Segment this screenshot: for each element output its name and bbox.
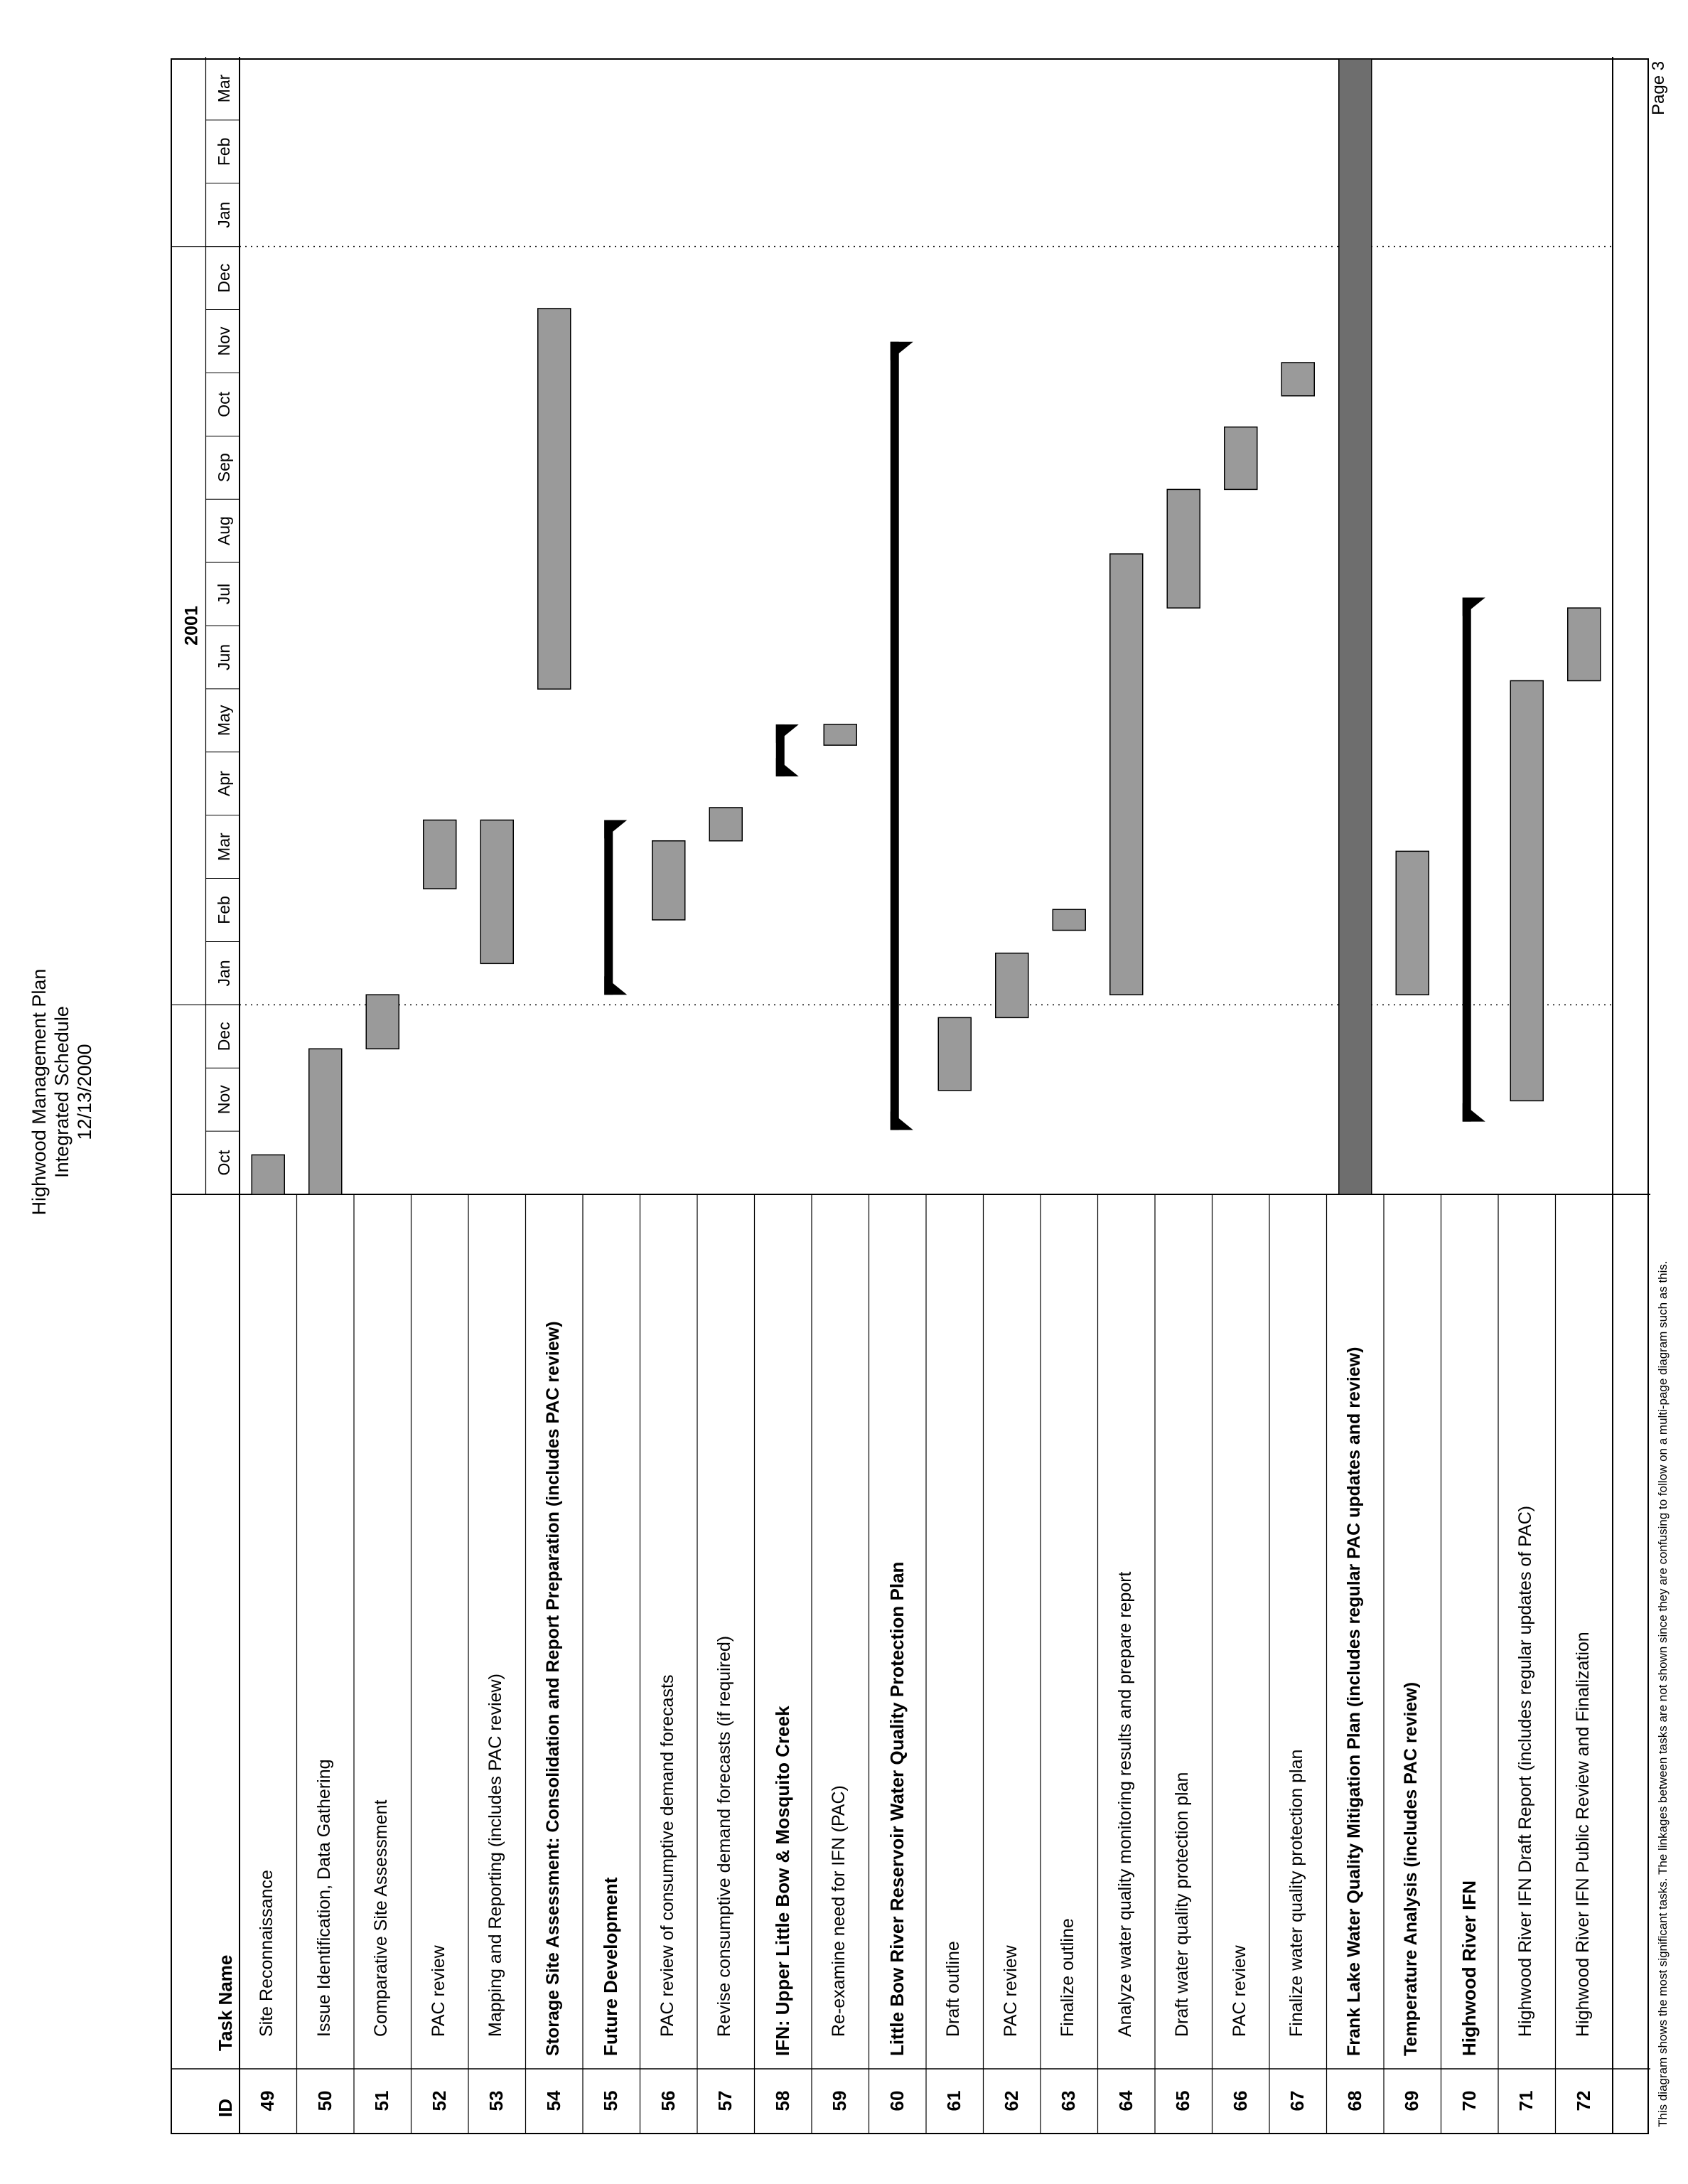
plan-date: 12/13/2000 bbox=[74, 1044, 95, 1140]
task-name: Highwood River IFN bbox=[1458, 1880, 1480, 2056]
gantt-chart bbox=[172, 57, 1650, 2133]
task-name: Little Bow River Reservoir Water Quality Protection Plan bbox=[886, 1561, 908, 2056]
task-bar bbox=[996, 953, 1028, 1018]
task-bar bbox=[1110, 554, 1143, 995]
task-name: IFN: Upper Little Bow & Mosquito Creek bbox=[771, 1706, 793, 2056]
task-id: 49 bbox=[257, 2090, 278, 2111]
task-id: 71 bbox=[1515, 2090, 1537, 2111]
month-label: Jan bbox=[215, 960, 233, 987]
summary-bar bbox=[604, 820, 613, 995]
task-bar bbox=[938, 1017, 971, 1090]
month-label: Feb bbox=[215, 896, 233, 924]
month-label: Dec bbox=[215, 263, 233, 293]
id-column-header: ID bbox=[215, 2099, 236, 2117]
summary-start-marker bbox=[604, 976, 627, 995]
summary-end-marker bbox=[1463, 598, 1485, 616]
task-name: Mapping and Reporting (includes PAC review) bbox=[485, 1674, 505, 2037]
month-label: Oct bbox=[215, 1150, 233, 1176]
task-bar bbox=[709, 808, 742, 841]
task-id: 61 bbox=[943, 2090, 964, 2111]
month-label: Jun bbox=[215, 643, 233, 670]
task-id: 54 bbox=[542, 2090, 564, 2111]
summary-end-marker bbox=[604, 820, 627, 838]
task-id: 60 bbox=[886, 2090, 908, 2111]
task-id: 65 bbox=[1172, 2090, 1193, 2111]
task-bar bbox=[366, 995, 399, 1049]
task-name: Future Development bbox=[600, 1877, 621, 2056]
task-id: 50 bbox=[313, 2090, 335, 2111]
task-id: 64 bbox=[1114, 2090, 1136, 2111]
month-label: Apr bbox=[215, 771, 233, 797]
task-bar bbox=[1396, 851, 1429, 995]
task-bar bbox=[309, 1049, 342, 1194]
task-bar bbox=[1281, 363, 1314, 396]
task-id: 57 bbox=[714, 2090, 736, 2111]
month-label: Nov bbox=[215, 1085, 233, 1115]
task-name: Site Reconnaissance bbox=[257, 1870, 276, 2037]
task-name: Comparative Site Assessment bbox=[371, 1799, 391, 2037]
task-id: 58 bbox=[771, 2090, 793, 2111]
task-id: 72 bbox=[1572, 2090, 1594, 2111]
month-label: Feb bbox=[215, 137, 233, 166]
task-name: Temperature Analysis (includes PAC review) bbox=[1401, 1681, 1421, 2056]
month-label: Dec bbox=[215, 1022, 233, 1051]
task-name: Finalize water quality protection plan bbox=[1286, 1749, 1306, 2037]
task-name-column-header: Task Name bbox=[215, 1954, 236, 2051]
task-id: 59 bbox=[829, 2090, 850, 2111]
task-bar bbox=[538, 309, 571, 689]
task-name: Frank Lake Water Quality Mitigation Plan (includes regular PAC updates and review) bbox=[1343, 1347, 1364, 2056]
month-label: Jan bbox=[215, 201, 233, 228]
plan-subtitle: Integrated Schedule bbox=[51, 1006, 72, 1178]
month-label: Aug bbox=[215, 516, 233, 546]
task-name: PAC review of consumptive demand forecasts bbox=[657, 1674, 677, 2037]
month-label: Nov bbox=[215, 326, 233, 356]
task-bar bbox=[1167, 489, 1200, 608]
task-name: Draft water quality protection plan bbox=[1172, 1772, 1192, 2037]
task-bar bbox=[424, 820, 456, 889]
task-id: 51 bbox=[371, 2090, 392, 2111]
task-id: 55 bbox=[600, 2090, 621, 2111]
task-id: 69 bbox=[1401, 2090, 1422, 2111]
task-bar bbox=[1053, 909, 1085, 930]
task-id: 68 bbox=[1343, 2090, 1365, 2111]
month-label: May bbox=[215, 705, 233, 737]
task-name: Re-examine need for IFN (PAC) bbox=[829, 1785, 849, 2037]
task-bar bbox=[1339, 59, 1372, 1194]
schedule-table bbox=[171, 58, 1649, 2134]
task-bar bbox=[1568, 608, 1601, 680]
task-bar bbox=[824, 724, 856, 745]
task-id: 62 bbox=[1000, 2090, 1022, 2111]
task-id: 70 bbox=[1458, 2090, 1480, 2111]
task-name: Storage Site Assessment: Consolidation and Report Preparation (includes PAC review) bbox=[542, 1321, 563, 2056]
task-name: Draft outline bbox=[943, 1941, 963, 2037]
summary-bar bbox=[1463, 598, 1471, 1122]
task-id: 67 bbox=[1286, 2090, 1308, 2111]
month-label: Oct bbox=[215, 391, 233, 417]
plan-title: Highwood Management Plan bbox=[28, 968, 50, 1216]
task-name: PAC review bbox=[1000, 1945, 1021, 2037]
task-name: PAC review bbox=[428, 1945, 448, 2037]
task-name: Analyze water quality monitoring results and prepare report bbox=[1114, 1571, 1135, 2037]
year-label: 2001 bbox=[181, 606, 202, 646]
task-id: 66 bbox=[1229, 2090, 1251, 2111]
task-name: Highwood River IFN Draft Report (includes regular updates of PAC) bbox=[1515, 1505, 1535, 2037]
task-bar bbox=[480, 820, 513, 963]
task-name: PAC review bbox=[1229, 1945, 1249, 2037]
task-name: Revise consumptive demand forecasts (if required) bbox=[714, 1635, 734, 2037]
month-label: Mar bbox=[215, 74, 233, 103]
task-bar bbox=[1510, 681, 1543, 1101]
task-name: Finalize outline bbox=[1058, 1918, 1077, 2037]
month-label: Mar bbox=[215, 833, 233, 861]
task-bar bbox=[1225, 427, 1257, 490]
task-id: 52 bbox=[428, 2090, 450, 2111]
month-label: Sep bbox=[215, 453, 233, 483]
footer-note: This diagram shows the most significant tasks. The linkages between tasks are not shown since they are confusing to follow on a multi-page diagram such as this. bbox=[1656, 1260, 1670, 2127]
task-bar bbox=[652, 841, 685, 920]
task-name: Highwood River IFN Public Review and Finalization bbox=[1572, 1632, 1593, 2037]
summary-bar bbox=[891, 342, 899, 1130]
month-label: Jul bbox=[215, 583, 233, 605]
page-number: Page 3 bbox=[1649, 60, 1668, 115]
task-bar bbox=[252, 1155, 284, 1194]
task-id: 53 bbox=[485, 2090, 507, 2111]
task-id: 56 bbox=[657, 2090, 679, 2111]
task-name: Issue Identification, Data Gathering bbox=[313, 1759, 334, 2037]
task-id: 63 bbox=[1058, 2090, 1079, 2111]
